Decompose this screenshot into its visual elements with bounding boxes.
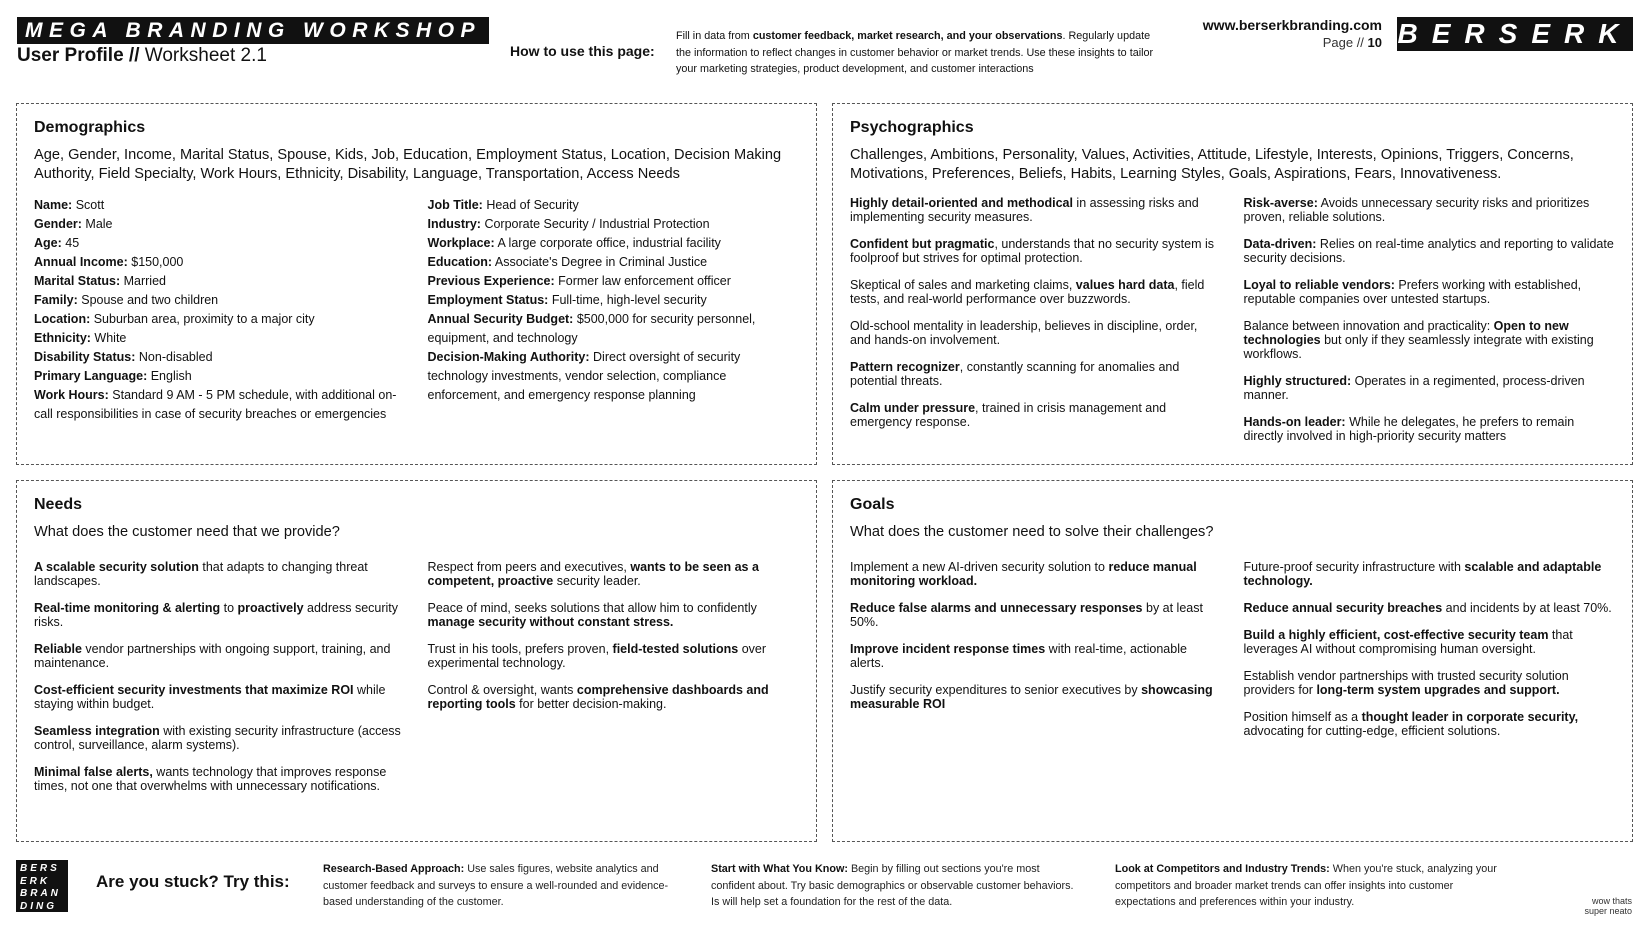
profile-field-value: Scott	[72, 198, 105, 212]
text-emphasis: Real-time monitoring & alerting	[34, 601, 221, 615]
subtitle-bold: User Profile //	[17, 45, 140, 66]
text-segment: to	[220, 601, 238, 615]
list-item	[850, 601, 1222, 629]
profile-field-label: Age:	[34, 236, 62, 250]
profile-field-label: Ethnicity:	[34, 331, 91, 345]
profile-field	[34, 272, 406, 291]
text-emphasis: Highly structured:	[1243, 374, 1352, 388]
list-item	[850, 319, 1222, 347]
text-emphasis: comprehensive dashboards and reporting tools	[427, 683, 769, 711]
profile-field	[428, 234, 800, 253]
text-segment: While he delegates, he prefers to remain directly involved in high-priority security matters	[1243, 415, 1575, 443]
list-item	[428, 601, 800, 629]
list-item	[1244, 374, 1616, 402]
tip-start-with-what-you-know	[711, 861, 1081, 911]
demographics-description: Age, Gender, Income, Marital Status, Spouse, Kids, Job, Education, Employment Status, Location, Decision Making Authority, Field Specialty, Work Hours, Ethnicity, Disability, Language, Transportation, Access Needs	[34, 147, 782, 182]
footer-logo-line: DING	[20, 900, 57, 912]
stuck-heading: Are you stuck? Try this:	[96, 872, 290, 891]
tip-research-based	[323, 861, 683, 911]
list-item	[1244, 278, 1616, 306]
text-segment: , constantly scanning for anomalies and potential threats.	[850, 360, 1180, 388]
subtitle-rest: Worksheet 2.1	[139, 45, 267, 66]
text-segment: Peace of mind, seeks solutions that allow him to confidently	[427, 601, 757, 615]
text-emphasis: Seamless integration	[34, 724, 160, 738]
needs-description: What does the customer need that we provide?	[34, 524, 340, 540]
profile-field-label: Family:	[34, 293, 78, 307]
profile-field-value: Associate's Degree in Criminal Justice	[492, 255, 708, 269]
text-segment: Justify security expenditures to senior executives by	[850, 683, 1142, 697]
list-item	[850, 642, 1222, 670]
text-emphasis: Improve incident response times	[850, 642, 1046, 656]
profile-field-value: Spouse and two children	[77, 293, 219, 307]
text-segment: . Regularly update the information to reflect changes in customer behavior or market trends. Use these insights to tailor your marketing strategies, product development, and customer interactions	[676, 30, 1154, 75]
page-subtitle	[17, 45, 267, 67]
page-prefix: Page //	[1322, 35, 1368, 50]
list-item	[34, 560, 406, 588]
list-item	[850, 401, 1222, 429]
text-emphasis: Look at Competitors and Industry Trends:	[1115, 863, 1330, 875]
text-segment: security leader.	[553, 574, 641, 588]
profile-field-value: Corporate Security / Industrial Protection	[480, 217, 710, 231]
text-segment: Establish vendor partnerships with trusted security solution providers for	[1243, 669, 1569, 697]
profile-field-value: English	[147, 369, 192, 383]
text-emphasis: field-tested solutions	[612, 642, 739, 656]
list-item	[34, 683, 406, 711]
text-emphasis: wants to be seen as a competent, proactive	[427, 560, 759, 588]
profile-field-value: Direct oversight of security technology investments, vendor selection, compliance enforcement, and emergency response planning	[427, 350, 741, 402]
text-segment: with existing security infrastructure (access control, surveillance, alarm systems).	[34, 724, 401, 752]
text-segment: advocating for cutting-edge, efficient solutions.	[1243, 724, 1501, 738]
text-emphasis: Hands-on leader:	[1243, 415, 1346, 429]
goals-description: What does the customer need to solve their challenges?	[850, 524, 1214, 540]
text-emphasis: long-term system upgrades and support.	[1316, 683, 1560, 697]
text-segment: , field tests, and real-world performance over buzzwords.	[850, 278, 1205, 306]
profile-field-label: Employment Status:	[427, 293, 549, 307]
list-item	[1244, 415, 1616, 443]
profile-field-value: Married	[120, 274, 166, 288]
text-emphasis: values hard data	[1075, 278, 1175, 292]
text-segment: Prefers working with established, reputable companies over untested startups.	[1243, 278, 1582, 306]
list-item	[1244, 237, 1616, 265]
text-segment: Begin by filling out sections you're most confident about. Try basic demographics or observable customer behaviors. Is will help set a foundation for the rest of the data.	[711, 863, 1074, 908]
demographics-right-column	[428, 196, 800, 424]
profile-field-label: Decision-Making Authority:	[427, 350, 590, 364]
profile-field-value: Former law enforcement officer	[554, 274, 731, 288]
text-emphasis: customer feedback, market research, and your observations	[752, 30, 1063, 42]
text-emphasis: Minimal false alerts,	[34, 765, 153, 779]
text-segment: Operates in a regimented, process-driven manner.	[1243, 374, 1585, 402]
text-segment: that leverages AI without compromising human oversight.	[1243, 628, 1573, 656]
text-segment: Old-school mentality in leadership, believes in discipline, order, and hands-on involvement.	[850, 319, 1198, 347]
goals-right-column	[1244, 560, 1616, 751]
list-item	[850, 560, 1222, 588]
text-emphasis: Data-driven:	[1243, 237, 1317, 251]
text-emphasis: Reduce annual security breaches	[1243, 601, 1443, 615]
text-segment: with real-time, actionable alerts.	[850, 642, 1187, 670]
profile-field-label: Disability Status:	[34, 350, 136, 364]
demographics-title: Demographics	[34, 119, 146, 136]
needs-left-column	[34, 560, 428, 806]
profile-field-label: Annual Income:	[34, 255, 128, 269]
list-item	[34, 765, 406, 793]
psychographics-left-column	[850, 196, 1244, 456]
profile-field-value: Suburban area, proximity to a major city	[90, 312, 315, 326]
text-segment: by at least 50%.	[850, 601, 1203, 629]
list-item	[850, 360, 1222, 388]
profile-field	[34, 215, 406, 234]
list-item	[1244, 628, 1616, 656]
profile-field-value: Male	[81, 217, 113, 231]
text-segment: Relies on real-time analytics and reporting to validate security decisions.	[1243, 237, 1614, 265]
text-segment: over experimental technology.	[427, 642, 767, 670]
text-segment: , understands that no security system is foolproof but strives for optimal protection.	[850, 237, 1214, 265]
profile-field-label: Location:	[34, 312, 91, 326]
list-item	[34, 724, 406, 752]
profile-field-value: Head of Security	[482, 198, 579, 212]
howto-text	[676, 28, 1166, 78]
text-segment: while staying within budget.	[34, 683, 386, 711]
profile-field-value: Standard 9 AM - 5 PM schedule, with additional on-call responsibilities in case of security breaches or emergencies	[34, 388, 397, 421]
text-emphasis: Reliable	[34, 642, 82, 656]
profile-field	[34, 196, 406, 215]
profile-field	[428, 215, 800, 234]
profile-field-value: Non-disabled	[135, 350, 213, 364]
list-item	[428, 560, 800, 588]
profile-field	[428, 291, 800, 310]
footer-note-line: super neato	[1584, 906, 1632, 916]
profile-field	[428, 253, 800, 272]
text-emphasis: reduce manual monitoring workload.	[850, 560, 1197, 588]
profile-field-label: Previous Experience:	[427, 274, 555, 288]
profile-field	[428, 348, 800, 405]
profile-field	[428, 196, 800, 215]
text-segment: address security risks.	[34, 601, 399, 629]
profile-field	[34, 386, 406, 424]
profile-field-label: Job Title:	[427, 198, 483, 212]
psychographics-description: Challenges, Ambitions, Personality, Values, Activities, Attitude, Lifestyle, Interests, Opinions, Triggers, Concerns, Motivations, Preferences, Beliefs, Habits, Learning Styles, Goals, Aspirations, Fears, Innovativeness.	[850, 147, 1574, 182]
profile-field-label: Industry:	[427, 217, 481, 231]
profile-field	[34, 329, 406, 348]
profile-field-label: Marital Status:	[34, 274, 121, 288]
text-emphasis: Highly detail-oriented and methodical	[850, 196, 1073, 210]
text-segment: Use sales figures, website analytics and customer feedback and surveys to ensure a well-rounded and evidence-based understanding of the customer.	[323, 863, 669, 908]
list-item	[1244, 319, 1616, 361]
psychographics-right-column	[1244, 196, 1616, 456]
text-segment: Skeptical of sales and marketing claims,	[850, 278, 1076, 292]
text-segment: Balance between innovation and practicality:	[1243, 319, 1494, 333]
text-emphasis: proactively	[237, 601, 304, 615]
text-emphasis: Research-Based Approach:	[323, 863, 465, 875]
goals-left-column	[850, 560, 1244, 751]
text-emphasis: Open to new technologies	[1243, 319, 1569, 347]
text-segment: , trained in crisis management and emergency response.	[850, 401, 1167, 429]
list-item	[1244, 196, 1616, 224]
psychographics-title: Psychographics	[850, 119, 974, 136]
profile-field-value: Full-time, high-level security	[548, 293, 707, 307]
text-emphasis: Confident but pragmatic	[850, 237, 995, 251]
list-item	[850, 196, 1222, 224]
text-segment: Implement a new AI-driven security solution to	[850, 560, 1109, 574]
profile-field-label: Annual Security Budget:	[427, 312, 574, 326]
profile-field-value: 45	[61, 236, 80, 250]
profile-field-label: Workplace:	[427, 236, 495, 250]
profile-field	[34, 291, 406, 310]
tip-competitors-trends	[1115, 861, 1500, 911]
psychographics-panel	[832, 103, 1633, 465]
workshop-title: MEGA BRANDING WORKSHOP	[17, 17, 489, 44]
text-emphasis: manage security without constant stress.	[427, 615, 674, 629]
needs-panel	[16, 480, 817, 842]
footer-logo	[16, 860, 68, 912]
page-number: 10	[1367, 35, 1382, 50]
text-emphasis: Build a highly efficient, cost-effective security team	[1243, 628, 1549, 642]
footer-logo-line: BRAN	[20, 888, 61, 899]
profile-field	[34, 234, 406, 253]
footer-logo-line: ERK	[20, 875, 51, 887]
list-item	[428, 683, 800, 711]
profile-field-value: $500,000 for security personnel, equipment, and technology	[427, 312, 756, 345]
list-item	[850, 237, 1222, 265]
text-segment: and incidents by at least 70%.	[1442, 601, 1612, 615]
text-emphasis: Loyal to reliable vendors:	[1243, 278, 1395, 292]
profile-field-label: Education:	[427, 255, 493, 269]
profile-field-label: Primary Language:	[34, 369, 148, 383]
demographics-panel	[16, 103, 817, 465]
text-segment: vendor partnerships with ongoing support, training, and maintenance.	[34, 642, 391, 670]
list-item	[1244, 710, 1616, 738]
profile-field-label: Name:	[34, 198, 73, 212]
berserk-logo: BERSERK	[1397, 18, 1633, 49]
text-emphasis: Risk-averse:	[1243, 196, 1318, 210]
needs-title: Needs	[34, 496, 83, 513]
goals-panel	[832, 480, 1633, 842]
list-item	[428, 642, 800, 670]
text-emphasis: scalable and adaptable technology.	[1243, 560, 1602, 588]
profile-field	[428, 310, 800, 348]
demographics-left-column	[34, 196, 428, 424]
profile-field-value: White	[90, 331, 127, 345]
list-item	[1244, 669, 1616, 697]
needs-right-column	[428, 560, 800, 806]
text-segment: Control & oversight, wants	[427, 683, 577, 697]
list-item	[850, 683, 1222, 711]
text-segment: When you're stuck, analyzing your competitors and broader market trends can offer insights into customer expectations and preferences within your industry.	[1115, 863, 1497, 908]
text-segment: wants technology that improves response times, not one that overwhelms with unnecessary notifications.	[34, 765, 387, 793]
howto-label: How to use this page:	[510, 43, 655, 59]
list-item	[1244, 560, 1616, 588]
text-segment: that adapts to changing threat landscapes.	[34, 560, 368, 588]
text-emphasis: showcasing measurable ROI	[850, 683, 1213, 711]
profile-field	[34, 367, 406, 386]
profile-field	[34, 253, 406, 272]
list-item	[34, 601, 406, 629]
footer-note-line: wow thats	[1591, 896, 1632, 906]
text-segment: but only if they seamlessly integrate with existing workflows.	[1243, 333, 1594, 361]
website-link[interactable]: www.berserkbranding.com	[1202, 17, 1382, 33]
text-emphasis: thought leader in corporate security,	[1361, 710, 1579, 724]
goals-title: Goals	[850, 496, 895, 513]
text-segment: in assessing risks and implementing security measures.	[850, 196, 1199, 224]
profile-field	[428, 272, 800, 291]
profile-field-label: Gender:	[34, 217, 82, 231]
list-item	[1244, 601, 1616, 615]
text-emphasis: A scalable security solution	[34, 560, 199, 574]
list-item	[34, 642, 406, 670]
text-segment: Avoids unnecessary security risks and prioritizes proven, reliable solutions.	[1243, 196, 1590, 224]
text-segment: Respect from peers and executives,	[427, 560, 631, 574]
profile-field-value: $150,000	[127, 255, 184, 269]
footer-logo-line: BERS	[20, 863, 60, 874]
text-segment: for better decision-making.	[515, 697, 667, 711]
text-emphasis: Reduce false alarms and unnecessary responses	[850, 601, 1143, 615]
text-emphasis: Cost-efficient security investments that maximize ROI	[34, 683, 354, 697]
text-segment: Position himself as a	[1243, 710, 1362, 724]
profile-field-label: Work Hours:	[34, 388, 109, 402]
text-emphasis: Start with What You Know:	[711, 863, 848, 875]
text-segment: Fill in data from	[676, 30, 753, 42]
profile-field	[34, 310, 406, 329]
profile-field	[34, 348, 406, 367]
list-item	[850, 278, 1222, 306]
text-segment: Trust in his tools, prefers proven,	[427, 642, 613, 656]
profile-field-value: A large corporate office, industrial facility	[494, 236, 721, 250]
text-emphasis: Calm under pressure	[850, 401, 976, 415]
page-indicator	[1190, 35, 1382, 50]
footer-note	[1584, 896, 1632, 916]
text-segment: Future-proof security infrastructure with	[1243, 560, 1465, 574]
text-emphasis: Pattern recognizer	[850, 360, 960, 374]
